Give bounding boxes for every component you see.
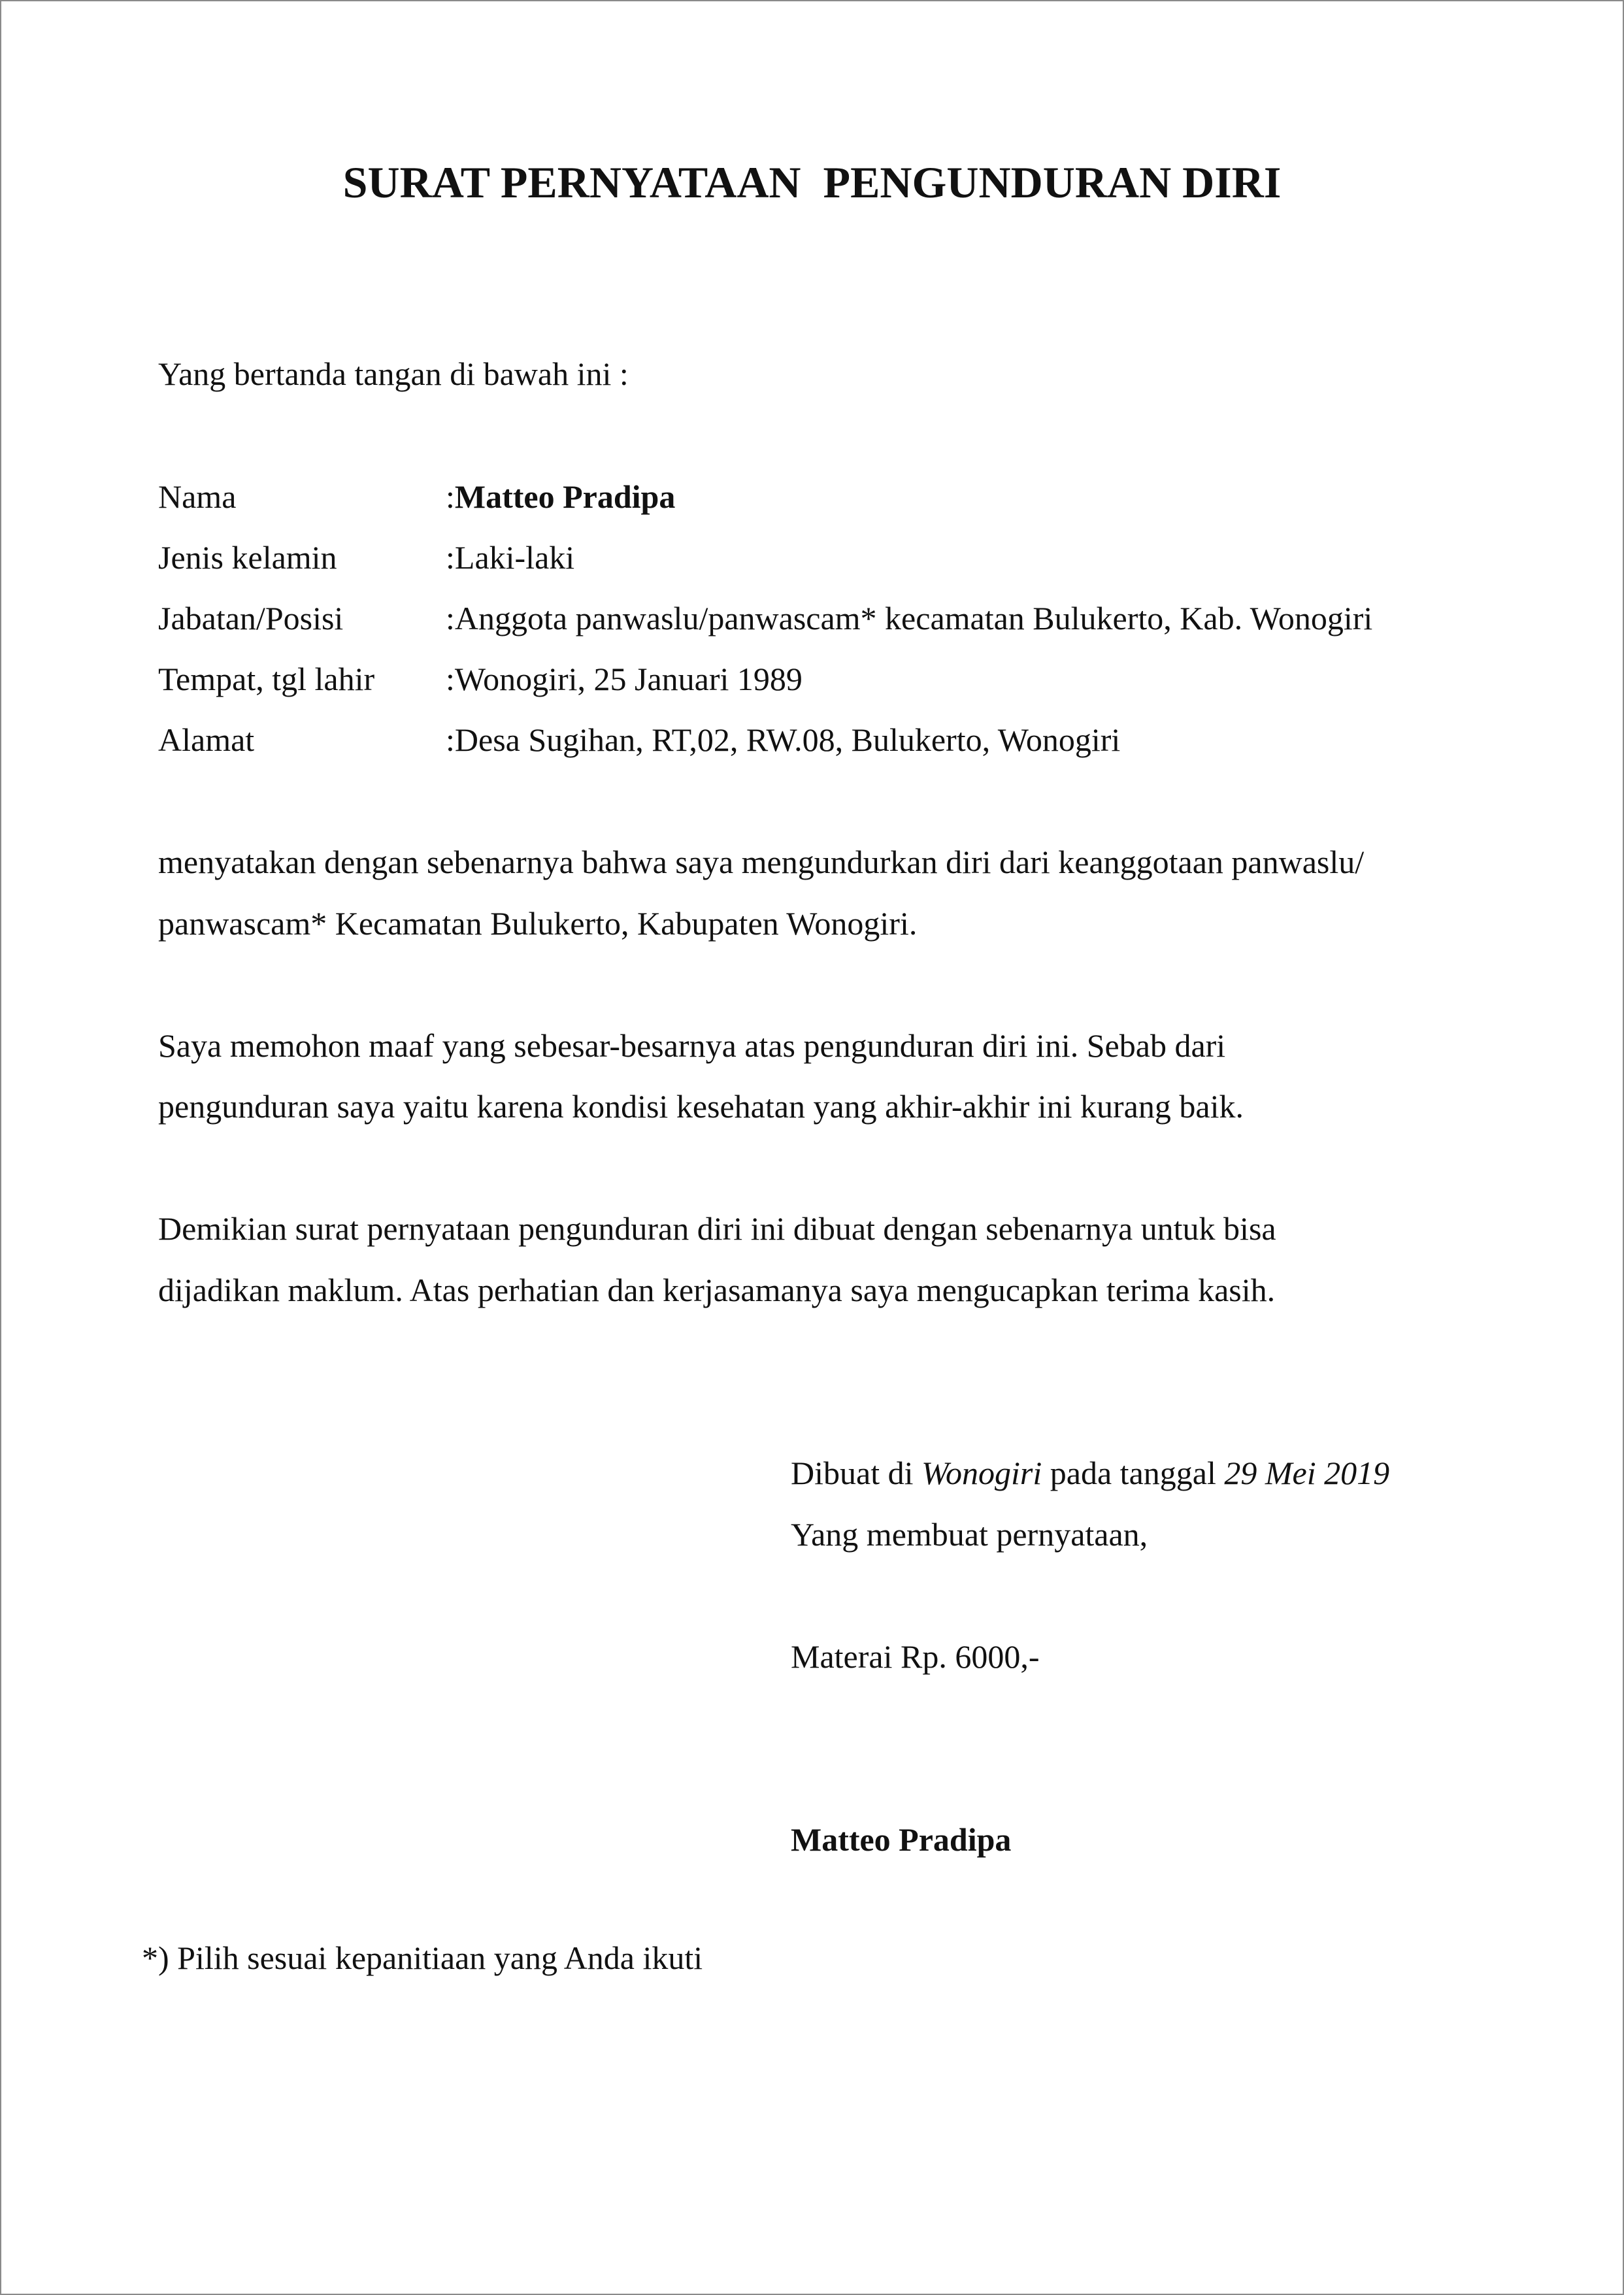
field-value-alamat: Desa Sugihan, RT,02, RW.08, Bulukerto, Wonogiri [454, 721, 1121, 758]
field-row-jabatan [158, 599, 1372, 638]
field-value-jabatan: Anggota panwaslu/panwascam* kecamatan Bulukerto, Kab. Wonogiri [454, 600, 1373, 636]
place-date-line [791, 1453, 1389, 1493]
letter-title: SURAT PERNYATAAN PENGUNDURAN DIRI [342, 157, 1282, 207]
field-colon: : [446, 661, 455, 697]
field-label: Nama [158, 478, 237, 515]
statement-line-1: menyatakan dengan sebenarnya bahwa saya mengundurkan diri dari keanggotaan panwaslu/ [158, 844, 1365, 880]
closing-line-2: dijadikan maklum. Atas perhatian dan kerjasamanya saya mengucapkan terima kasih. [158, 1272, 1276, 1308]
statement-line-2: panwascam* Kecamatan Bulukerto, Kabupaten Wonogiri. [158, 905, 918, 942]
place: Wonogiri [921, 1455, 1042, 1491]
maker-label: Yang membuat pernyataan, [791, 1516, 1148, 1553]
field-colon: : [446, 721, 455, 758]
apology-line-2: pengunduran saya yaitu karena kondisi kesehatan yang akhir-akhir ini kurang baik. [158, 1088, 1244, 1125]
stamp-note: Materai Rp. 6000,- [791, 1638, 1040, 1675]
field-colon: : [446, 600, 455, 636]
date-prefix: pada tanggal [1042, 1455, 1225, 1491]
date: 29 Mei 2019 [1224, 1455, 1390, 1491]
closing-line-1: Demikian surat pernyataan pengunduran diri ini dibuat dengan sebenarnya untuk bisa [158, 1210, 1276, 1247]
signer-name: Matteo Pradipa [791, 1821, 1012, 1858]
field-label: Jenis kelamin [158, 539, 337, 576]
footnote: *) Pilih sesuai kepanitiaan yang Anda ikuti [142, 1940, 703, 1976]
field-colon: : [446, 478, 455, 515]
field-label: Jabatan/Posisi [158, 600, 344, 636]
field-row-nama [158, 477, 675, 516]
field-row-jenis-kelamin [158, 538, 574, 577]
apology-line-1: Saya memohon maaf yang sebesar-besarnya atas pengunduran diri ini. Sebab dari [158, 1027, 1226, 1064]
intro-text: Yang bertanda tangan di bawah ini : [158, 355, 629, 392]
field-value-jenis-kelamin: Laki-laki [454, 539, 575, 576]
field-row-tempat-tgl-lahir [158, 659, 803, 699]
field-colon: : [446, 539, 455, 576]
field-row-alamat [158, 720, 1120, 759]
field-value-nama: Matteo Pradipa [454, 478, 676, 515]
field-value-tempat-tgl-lahir: Wonogiri, 25 Januari 1989 [454, 661, 803, 697]
place-prefix: Dibuat di [791, 1455, 921, 1491]
field-label: Tempat, tgl lahir [158, 661, 375, 697]
field-label: Alamat [158, 721, 255, 758]
